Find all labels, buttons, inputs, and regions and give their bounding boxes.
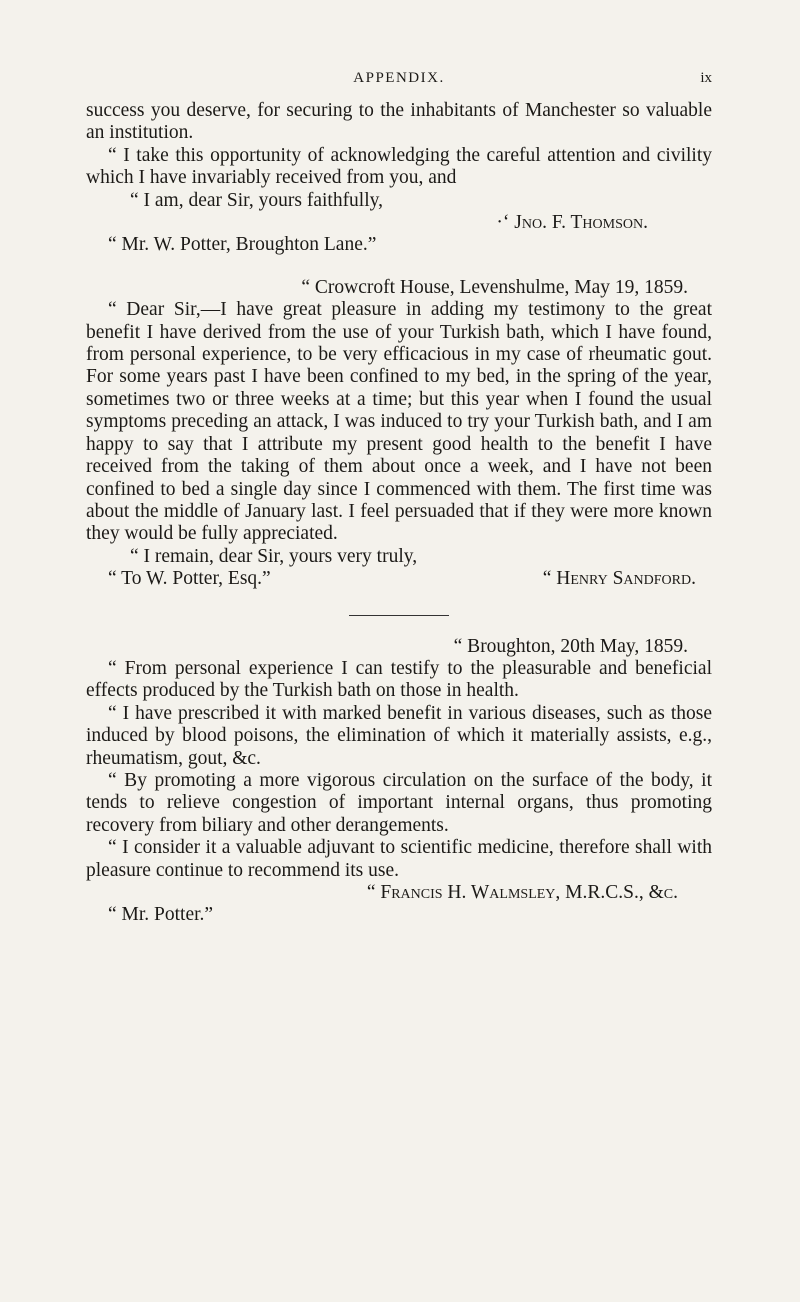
letter-walmsley bbox=[86, 636, 712, 927]
letter-thomson-closing: “ I am, dear Sir, yours faithfully, bbox=[130, 189, 384, 211]
running-head bbox=[86, 70, 712, 100]
spacer bbox=[86, 257, 712, 277]
letter-sandford-address: “ Crowcroft House, Levenshulme, May 19, 1859. bbox=[301, 276, 688, 298]
running-title: APPENDIX. bbox=[353, 70, 445, 86]
letter-walmsley-paragraph-3: “ By promoting a more vigorous circulation on the surface of the body, it tends to relieve congestion of important internal organs, thus promoting recovery from biliary and other derangements. bbox=[86, 769, 712, 836]
letter-thomson bbox=[86, 100, 712, 257]
page-body bbox=[86, 100, 712, 927]
letter-sandford-closing: “ I remain, dear Sir, yours very truly, bbox=[130, 545, 418, 567]
letter-thomson-signature: ·‘ Jno. F. Thomson. bbox=[496, 212, 648, 234]
letter-walmsley-paragraph-1: “ From personal experience I can testify to the pleasurable and beneficial effects produced by the Turkish bath on those in health. bbox=[86, 657, 712, 702]
letter-sandford-body: “ Dear Sir,—I have great pleasure in adding my testimony to the great benefit I have derived from the use of your Turkish bath, which I have found, from personal experience, to be very efficacious in my case of rheumatic gout. For some years past I have been confined to my bed, in the spring of the year, sometimes two or three weeks at a time; but this year when I found the usual symptoms preceding an attack, I was induced to try your Turkish bath, and I am happy to say that I attribute my present good health to the benefit I have received from the taking of them about once a week, and I have not been confined to bed a single day since I commenced with them. The first time was about the middle of January last. I feel persuaded that if they were more known they would be fully appreciated. bbox=[86, 299, 712, 545]
letter-sandford-addressee: “ To W. Potter, Esq.” bbox=[108, 568, 271, 590]
letter-thomson-paragraph-1: success you deserve, for securing to the inhabitants of Manchester so valuable an institution. bbox=[86, 100, 712, 144]
letter-walmsley-paragraph-4: “ I consider it a valuable adjuvant to scientific medicine, therefore shall with pleasure continue to recommend its use. bbox=[86, 837, 712, 881]
letter-walmsley-signature: “ Francis H. Walmsley, M.R.C.S., &c. bbox=[366, 882, 678, 903]
letter-walmsley-paragraph-2: “ I have prescribed it with marked benefit in various diseases, such as those induced by blood poisons, the elimination of which it materially assists, e.g., rheumatism, gout, &c. bbox=[86, 702, 712, 769]
letter-thomson-addressee: “ Mr. W. Potter, Broughton Lane.” bbox=[108, 234, 377, 256]
letter-thomson-paragraph-2: “ I take this opportunity of acknowledging the careful attention and civility which I have invariably received from you, and bbox=[86, 144, 712, 189]
page-number: ix bbox=[700, 70, 712, 86]
letter-walmsley-addressee: “ Mr. Potter.” bbox=[108, 904, 214, 926]
book-page bbox=[86, 0, 712, 927]
letter-sandford-signoff bbox=[86, 568, 712, 590]
letter-sandford bbox=[86, 277, 712, 591]
letter-sandford-signature: “ Henry Sandford. bbox=[542, 568, 696, 590]
section-divider-rule bbox=[349, 615, 449, 616]
letter-walmsley-address: “ Broughton, 20th May, 1859. bbox=[453, 635, 688, 657]
